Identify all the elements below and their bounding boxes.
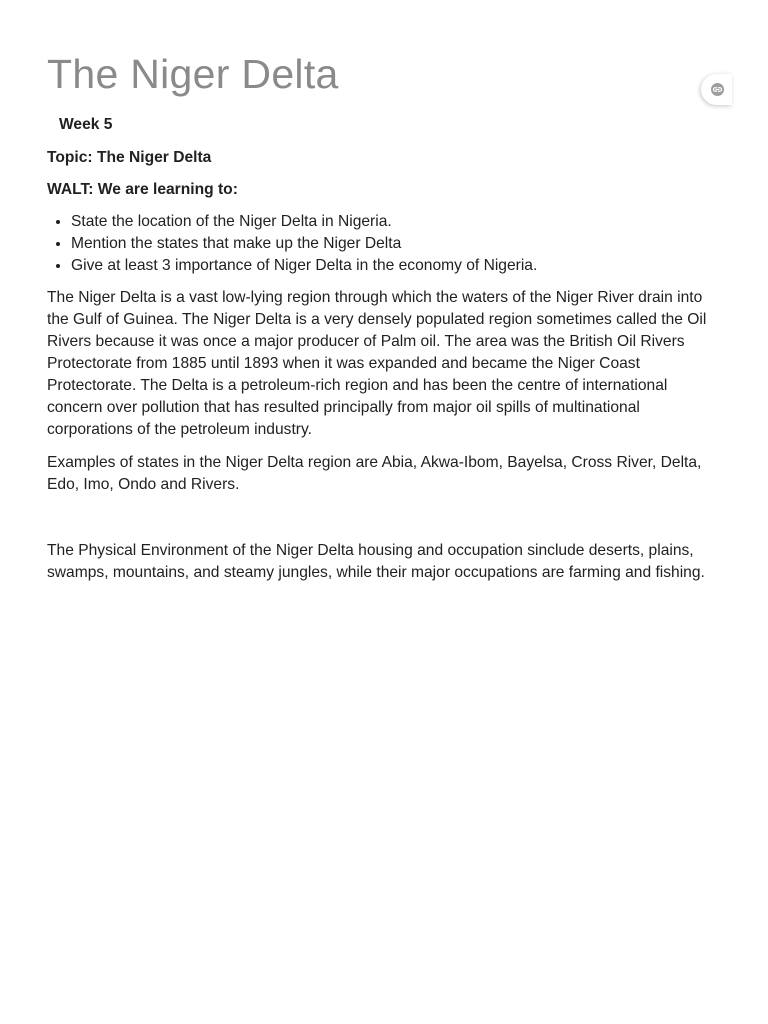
objective-item: • State the location of the Niger Delta in Nigeria. (71, 211, 727, 233)
document-content (47, 114, 727, 595)
week-label: Week 5 (59, 116, 113, 133)
objective-item: • Give at least 3 importance of Niger Delta in the economy of Nigeria. (71, 255, 727, 277)
environment-paragraph: The Physical Environment of the Niger Delta housing and occupation sinclude deserts, plains, swamps, mountains, and steamy jungles, while their major occupations are farming and fishing. (47, 542, 705, 581)
objective-item: • Mention the states that make up the Niger Delta (71, 233, 727, 255)
states-paragraph: Examples of states in the Niger Delta region are Abia, Akwa-Ibom, Bayelsa, Cross River, Delta, Edo, Imo, Ondo and Rivers. (47, 454, 702, 493)
link-icon (711, 83, 724, 96)
spacer (47, 507, 727, 540)
intro-paragraph: The Niger Delta is a vast low-lying region through which the waters of the Niger River drain into the Gulf of Guinea. The Niger Delta is a very densely populated region sometimes called the Oil Rivers because it was once a major producer of Palm oil. The area was the British Oil Rivers Protectorate from 1885 until 1893 when it was expanded and became the Niger Coast Protectorate. The Delta is a petroleum-rich region and has been the centre of international concern over pollution that has resulted principally from major oil spills of multinational corporations of the petroleum industry. (47, 289, 707, 438)
learning-objectives-list (47, 211, 727, 277)
page-title: The Niger Delta (47, 51, 339, 97)
walt-heading: WALT: We are learning to: (47, 181, 238, 198)
topic-heading: Topic: The Niger Delta (47, 149, 212, 166)
side-widget-button[interactable] (701, 74, 732, 105)
